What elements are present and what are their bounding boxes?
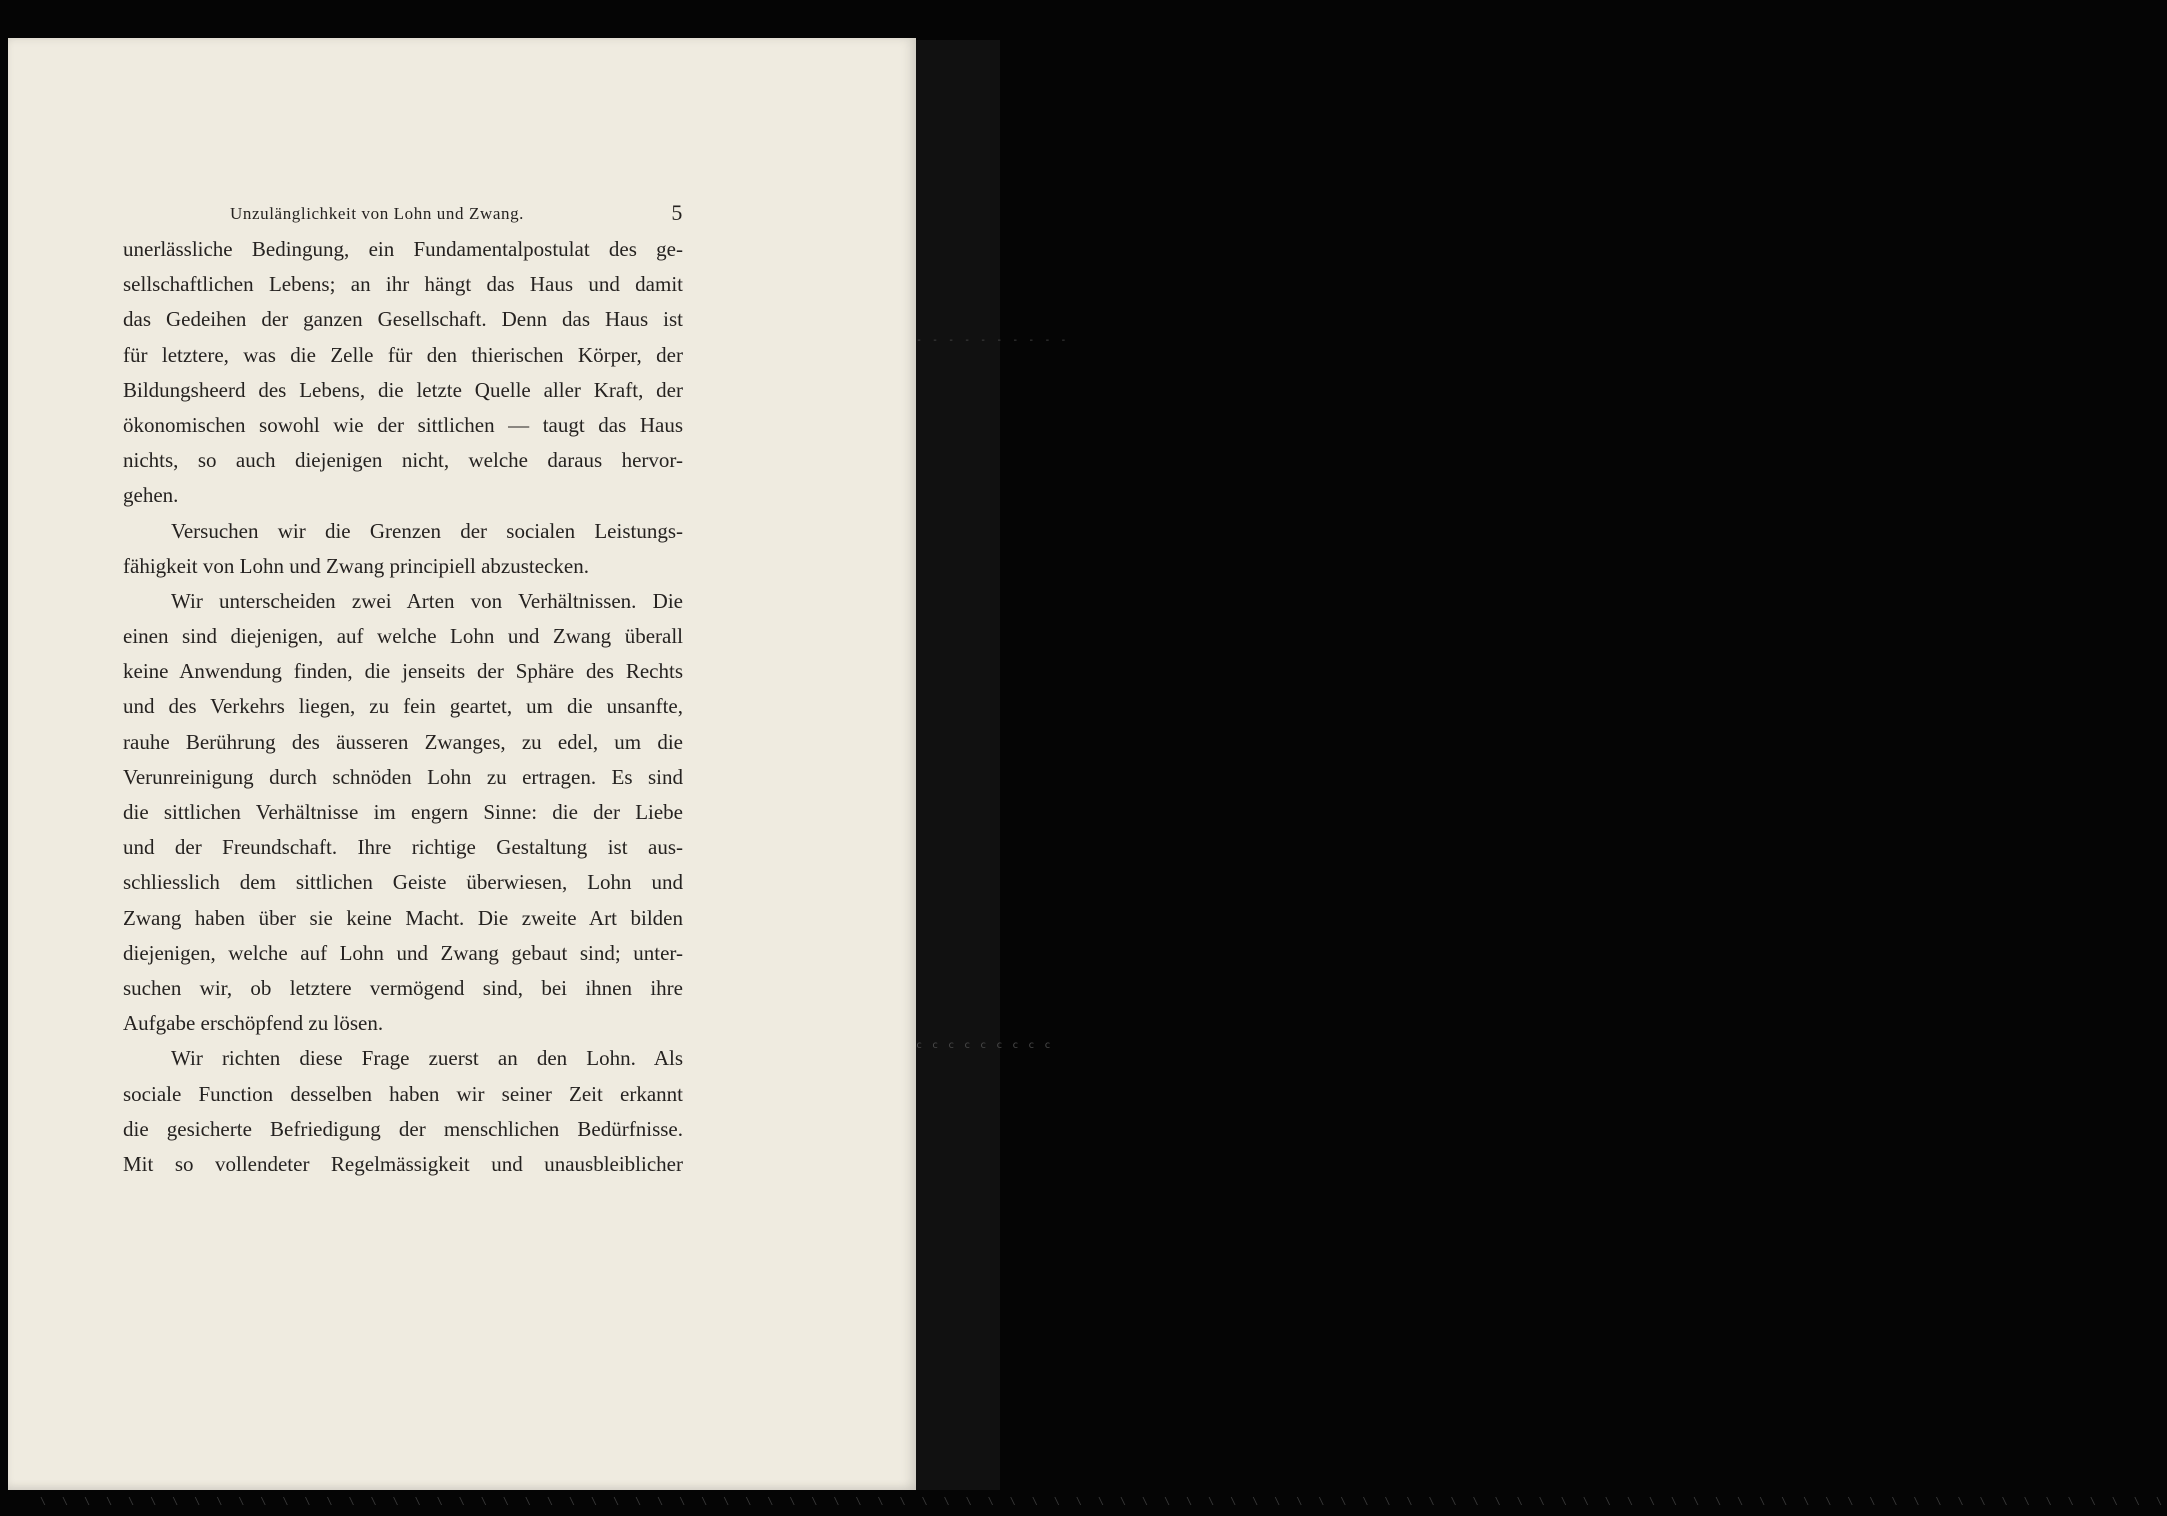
text-line: und des Verkehrs liegen, zu fein geartet, um die unsanfte,	[123, 694, 683, 719]
text-line: keine Anwendung finden, die jenseits der Sphäre des Rechts	[123, 659, 683, 684]
edge-artifact: - - - - - - - - - -	[916, 335, 1069, 346]
paragraph	[123, 514, 683, 584]
edge-artifact: c c c c c c c c c	[916, 1040, 1053, 1051]
page-text-block	[123, 198, 683, 1182]
text-line: einen sind diejenigen, auf welche Lohn und Zwang überall	[123, 624, 683, 649]
text-line: Wir richten diese Frage zuerst an den Lohn. Als	[171, 1046, 683, 1071]
text-line: schliesslich dem sittlichen Geiste überwiesen, Lohn und	[123, 870, 683, 895]
text-line: und der Freundschaft. Ihre richtige Gestaltung ist aus-	[123, 835, 683, 860]
text-line: Zwang haben über sie keine Macht. Die zweite Art bilden	[123, 905, 683, 930]
text-line: sellschaftlichen Lebens; an ihr hängt das Haus und damit	[123, 272, 683, 297]
text-line: das Gedeihen der ganzen Gesellschaft. Denn das Haus ist	[123, 307, 683, 332]
scanner-bottom-artifact: \ \ \ \ \ \ \ \ \ \ \ \ \ \ \ \ \ \ \ \ \ \ \ \ \ \ \ \ \ \ \ \ \ \ \ \ \ \ \ \ \ \ \ \ \ \ \ \ \ \ \ \ \ \ \ \ \ \ \ \ \ \ \ \ \ \ \ \ \ \ \ \ \ \ \ \ \ \ \ \ \ \ \ \ \ \ \ \ \ \ \ \ \ \ \ \ \	[40, 1496, 2167, 1507]
text-line: ökonomischen sowohl wie der sittlichen — taugt das Haus	[123, 412, 683, 437]
text-line: Aufgabe erschöpfend zu lösen.	[123, 1011, 384, 1036]
text-line: rauhe Berührung des äusseren Zwanges, zu edel, um die	[123, 729, 683, 754]
scanner-edge-strip	[916, 40, 1069, 1490]
text-line: nichts, so auch diejenigen nicht, welche daraus hervor-	[123, 448, 683, 473]
running-title: Unzulänglichkeit von Lohn und Zwang.	[230, 204, 525, 223]
text-line: Versuchen wir die Grenzen der socialen Leistungs-	[171, 518, 683, 543]
running-head	[123, 198, 683, 232]
text-line: Mit so vollendeter Regelmässigkeit und unausbleiblicher	[123, 1151, 683, 1176]
text-line: gehen.	[123, 483, 179, 508]
page-number: 5	[671, 200, 683, 225]
text-line: Wir unterscheiden zwei Arten von Verhältnissen. Die	[171, 588, 683, 613]
text-line: Verunreinigung durch schnöden Lohn zu ertragen. Es sind	[123, 764, 683, 789]
text-line: für letztere, was die Zelle für den thierischen Körper, der	[123, 342, 683, 367]
text-line: die gesicherte Befriedigung der menschlichen Bedürfnisse.	[123, 1116, 683, 1141]
text-line: unerlässliche Bedingung, ein Fundamentalpostulat des ge-	[123, 237, 683, 261]
text-line: fähigkeit von Lohn und Zwang principiell abzustecken.	[123, 553, 589, 578]
text-line: suchen wir, ob letztere vermögend sind, bei ihnen ihre	[123, 975, 683, 1000]
paragraph	[123, 1041, 683, 1182]
text-line: die sittlichen Verhältnisse im engern Sinne: die der Liebe	[123, 800, 683, 824]
paragraph	[123, 232, 683, 514]
text-line: diejenigen, welche auf Lohn und Zwang gebaut sind; unter-	[123, 940, 683, 965]
text-line: Bildungsheerd des Lebens, die letzte Quelle aller Kraft, der	[123, 377, 683, 402]
text-line: sociale Function desselben haben wir seiner Zeit erkannt	[123, 1081, 683, 1106]
paragraph	[123, 584, 683, 1041]
